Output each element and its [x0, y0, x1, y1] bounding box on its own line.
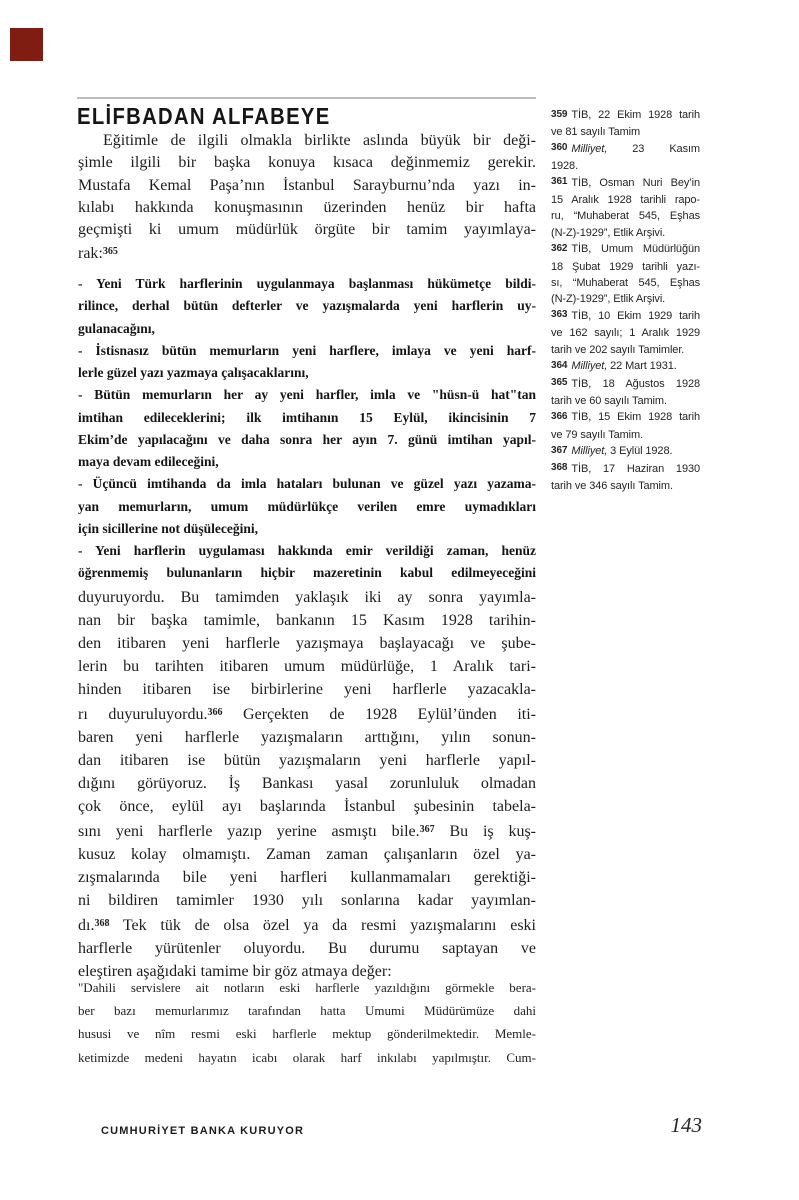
text-line — [551, 225, 700, 241]
text-line — [78, 130, 536, 152]
text-segment: Tek tük de olsa özel ya da resmi yazışmalarını eski — [109, 917, 536, 934]
text-line — [78, 586, 536, 609]
text-segment: için sicillerine not düşüleceğini, — [78, 520, 259, 536]
intro-paragraph — [78, 130, 536, 266]
text-line — [78, 795, 536, 818]
text-segment: lerle güzel yazı yazmaya çalışacaklarını, — [78, 365, 309, 380]
text-line — [551, 427, 700, 443]
text-segment: (N-Z)-1929”, Etlik Arşivi. — [551, 293, 666, 306]
footnote-number: 362 — [551, 242, 568, 254]
text-line — [551, 192, 700, 208]
text-line — [78, 241, 536, 265]
text-line — [78, 562, 536, 584]
text-segment: 22 Mart 1931. — [607, 360, 677, 373]
text-line — [78, 362, 536, 384]
text-segment: Eğitimle de ilgili olmakla birlikte aslında büyük bir deği- — [103, 132, 536, 149]
text-line — [78, 937, 536, 960]
footnote-reference: 368 — [94, 918, 110, 929]
text-line — [78, 749, 536, 772]
text-line — [551, 291, 700, 307]
text-line — [78, 473, 536, 495]
text-line — [78, 726, 536, 749]
text-segment: Ekim’de yapılacağını ve daha sonra her ayın 7. günü imtihan yapıl- — [78, 431, 536, 447]
text-segment: ve 162 sayılı; 1 Aralık 1929 — [551, 327, 700, 340]
text-line — [78, 273, 536, 295]
text-segment: harflerle yürütenler oluyordu. Bu durumu saptayan ve — [78, 940, 536, 957]
text-line — [551, 124, 700, 140]
text-segment: tarih ve 202 sayılı Tamimler. — [551, 343, 685, 356]
text-segment: dan itibaren ise bütün yazışmaların yeni harflerle yapıl- — [78, 752, 536, 769]
text-line — [78, 976, 536, 999]
text-segment: şimle ilgili bir başka konuya kısaca değinmemiz gerekir. — [78, 154, 536, 172]
main-paragraph — [78, 586, 536, 983]
text-line — [551, 141, 700, 158]
running-footer-title: CUMHURİYET BANKA KURUYOR — [101, 1125, 305, 1137]
text-line — [78, 152, 536, 174]
text-segment: kılabı hakkında konuşmasının üzerinden henüz bir hafta — [78, 198, 536, 216]
footnote-number: 360 — [551, 142, 568, 154]
footnote-number: 364 — [551, 359, 568, 371]
text-line — [78, 655, 536, 678]
text-line — [78, 318, 536, 340]
text-line — [551, 342, 700, 358]
text-segment: Gerçekten de 1928 Eylül’ünden iti- — [222, 706, 537, 723]
chapter-corner-tab — [10, 28, 43, 61]
text-segment: maya devam edileceğini, — [78, 454, 219, 469]
page-number: 143 — [670, 1113, 702, 1137]
text-segment: zışmalarında bile yeni harfleri kullanmamaları gerektiği- — [78, 869, 536, 886]
text-line — [78, 678, 536, 701]
text-segment: ve 81 sayılı Tamim — [551, 126, 641, 139]
text-segment: Milliyet, — [571, 360, 608, 373]
text-segment: rilince, derhal bütün defterler ve yazışmalarda yeni harflerin uy- — [78, 298, 536, 314]
text-line — [551, 393, 700, 409]
text-segment: Milliyet, — [571, 142, 608, 155]
footnote-reference: 365 — [102, 246, 118, 258]
text-segment: duyuruyordu. Bu tamimden yaklaşık iki ay sonra yayımla- — [78, 589, 536, 606]
text-segment: öğrenmemiş bulunanların hiçbir mazeretinin kabul edilmeyeceğini — [78, 565, 536, 581]
text-line — [78, 999, 536, 1022]
footnote-number: 363 — [551, 309, 568, 321]
footnote-number: 368 — [551, 462, 568, 474]
text-segment: tarih ve 60 sayılı Tamim. — [551, 394, 667, 407]
text-segment: hususi ve nîm resmi eski harflerle mektup gönderilmektedir. Memle- — [78, 1026, 536, 1042]
text-segment: TİB, 22 Ekim 1928 tarih — [571, 109, 700, 121]
footnote-reference: 367 — [419, 824, 435, 835]
text-segment: - Bütün memurların her ay yeni harfler, imla ve "hüsn-ü hat"tan — [78, 387, 536, 403]
text-segment: sını yeni harflerle yazıp yerine asmıştı bile. — [78, 823, 420, 840]
text-line — [78, 451, 536, 473]
footnote-number: 366 — [551, 410, 568, 422]
text-segment: den itibaren yeni harflerle yazışmaya başlayacağı ve şube- — [78, 635, 536, 652]
text-segment: yan memurların, umum müdürlükçe verilen emre uymadıkları — [78, 498, 536, 514]
text-line — [78, 407, 536, 429]
text-line — [78, 772, 536, 795]
text-line — [78, 384, 536, 406]
text-segment: dı. — [78, 917, 95, 934]
text-segment: TİB, 18 Ağustos 1928 — [571, 377, 700, 390]
text-segment: - İstisnasız bütün memurların yeni harflere, imlaya ve yeni harf- — [78, 342, 536, 358]
text-line — [551, 259, 700, 275]
text-segment: TİB, Osman Nuri Bey’in — [571, 176, 700, 189]
text-segment: - Yeni Türk harflerinin uygulanmaya başlanması hükümetçe bildi- — [78, 276, 536, 291]
directive-list — [78, 273, 536, 585]
text-line — [78, 1046, 536, 1069]
text-line — [78, 843, 536, 866]
text-segment: TİB, 15 Ekim 1928 tarih — [571, 411, 700, 424]
text-line — [78, 496, 536, 518]
text-segment: eleştiren aşağıdaki tamime bir göz atmaya değer: — [78, 963, 392, 980]
text-line — [78, 1022, 536, 1045]
text-line — [78, 609, 536, 632]
text-line — [551, 158, 700, 174]
text-segment: - Üçüncü imtihanda da imla hataları bulunan ve güzel yazı yazama- — [78, 476, 536, 492]
section-heading: ELİFBADAN ALFABEYE — [77, 103, 331, 129]
text-line — [551, 478, 700, 494]
text-line — [551, 175, 700, 192]
text-segment: rı duyuruluyordu. — [78, 706, 208, 723]
text-line — [78, 197, 536, 219]
text-segment: hinden itibaren ise birbirlerine yeni harflerle yazacakla- — [78, 681, 536, 698]
text-segment: baren yeni harflerle yazışmaların arttığını, yılın sonun- — [78, 729, 536, 746]
text-line — [551, 325, 700, 341]
text-line — [551, 376, 700, 393]
text-segment: çok önce, eylül ayı başlarında İstanbul şubesinin tabela- — [78, 798, 536, 815]
text-line — [78, 429, 536, 451]
text-line — [78, 632, 536, 655]
text-segment: dığını görüyoruz. İş Bankası yasal zorunluluk olmadan — [78, 775, 536, 792]
text-line — [551, 409, 700, 426]
text-line — [551, 443, 700, 460]
text-line — [78, 701, 536, 726]
text-line — [78, 866, 536, 889]
text-line — [78, 889, 536, 912]
text-line — [551, 107, 700, 124]
footnote-number: 361 — [551, 176, 568, 188]
text-segment: lerin bu tarihten itibaren umum müdürlüğe, 1 Aralık tari- — [78, 658, 536, 675]
text-line — [78, 340, 536, 362]
text-segment: ve 79 sayılı Tamim. — [551, 428, 644, 441]
text-segment: 23 Kasım — [607, 142, 700, 155]
text-segment: (N-Z)-1929”, Etlik Arşivi. — [551, 226, 666, 239]
text-segment: ber bazı memurlarımız tarafından hatta Umumi Müdürümüze dahi — [78, 1003, 536, 1019]
footnote-number: 367 — [551, 444, 568, 456]
text-line — [78, 518, 536, 540]
text-line — [551, 308, 700, 325]
text-line — [551, 208, 700, 224]
text-segment: Bu iş kuş- — [434, 823, 537, 840]
text-segment: ni bildiren tamimler 1930 yılı sonlarına kadar yayımlan- — [78, 892, 536, 909]
text-line — [78, 912, 536, 937]
text-line — [78, 295, 536, 317]
text-line — [78, 219, 536, 241]
text-line — [551, 461, 700, 478]
text-segment: geçmişti ki umum müdürlük örgüte bir tamim yayımlaya- — [78, 221, 536, 239]
text-line — [78, 818, 536, 843]
text-segment: 15 Aralık 1928 tarihli rapo- — [551, 194, 700, 207]
text-segment: imtihan edileceklerini; ilk imtihanın 15 Eylül, ikincisinin 7 — [78, 409, 536, 425]
footnote-number: 359 — [551, 108, 568, 120]
text-segment: tarih ve 346 sayılı Tamim. — [551, 479, 673, 492]
text-segment: 1928. — [551, 160, 579, 173]
text-segment: ketimizde medeni hayatın icabı olarak harf inkılabı yapılmıştır. Cum- — [78, 1049, 536, 1065]
text-line — [78, 540, 536, 562]
heading-rule — [77, 97, 536, 99]
text-segment: Milliyet, — [571, 445, 608, 458]
text-line — [551, 358, 700, 375]
text-segment: TİB, Umum Müdürlüğün — [571, 243, 700, 256]
footnote-reference: 366 — [207, 707, 223, 718]
text-segment: "Dahili servislere ait notların eski harflerle yazıldığını görmekle bera- — [78, 980, 536, 995]
footnote-number: 365 — [551, 377, 568, 388]
quoted-circular-paragraph — [78, 976, 536, 1069]
text-segment: TİB, 17 Haziran 1930 — [571, 462, 700, 475]
text-segment: sı, “Muhaberat 545, Eşhas — [551, 277, 700, 290]
text-segment: Mustafa Kemal Paşa’nın İstanbul Sarayburnu’nda yazı in- — [78, 176, 536, 194]
text-segment: TİB, 10 Ekim 1929 tarih — [571, 309, 700, 322]
text-segment: - Yeni harflerin uygulaması hakkında emir verildiği zaman, henüz — [78, 543, 536, 558]
text-segment: ru, “Muhaberat 545, Eşhas — [551, 210, 700, 223]
text-line — [551, 275, 700, 291]
text-segment: rak: — [78, 245, 103, 263]
text-segment: 18 Şubat 1929 tarihli yazı- — [551, 260, 700, 273]
footnotes-column — [551, 107, 700, 494]
text-segment: nan bir başka tamimle, bankanın 15 Kasım 1928 tarihin- — [78, 612, 536, 629]
text-segment: gulanacağını, — [78, 320, 155, 336]
text-line — [78, 175, 536, 197]
text-line — [551, 241, 700, 258]
text-segment: kusuz kolay olmamıştı. Zaman zaman çalışanların özel ya- — [78, 846, 536, 863]
text-segment: 3 Eylül 1928. — [607, 445, 673, 458]
